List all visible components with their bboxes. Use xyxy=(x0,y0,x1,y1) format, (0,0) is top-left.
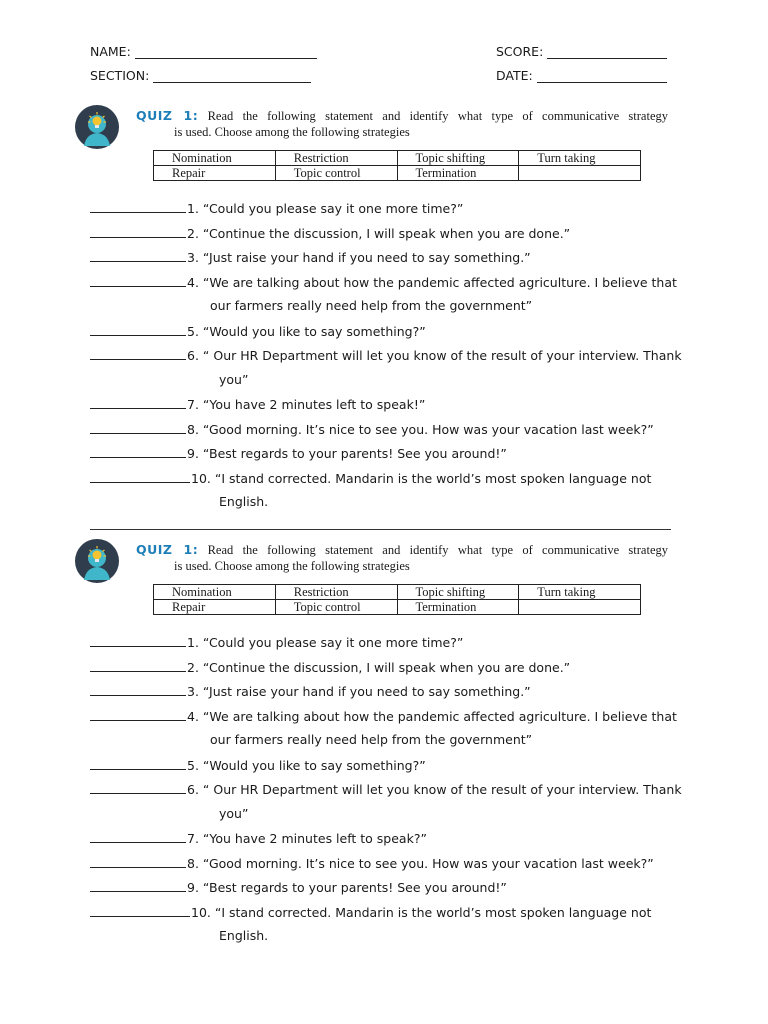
strategy-cell: Restriction xyxy=(275,151,397,166)
quiz-title: QUIZ 1: xyxy=(136,542,199,557)
quiz-block xyxy=(0,104,768,534)
question-text: “I stand corrected. Mandarin is the world’s most spoken language not xyxy=(214,904,652,920)
strategy-cell: Turn taking xyxy=(519,585,641,600)
question-item xyxy=(90,225,570,242)
question-number: 8. xyxy=(187,421,199,437)
question-item xyxy=(90,659,570,676)
question-text: “You have 2 minutes left to speak?” xyxy=(202,831,427,846)
answer-blank[interactable] xyxy=(90,445,186,458)
question-number: 1. xyxy=(187,635,199,650)
strategy-cell: Repair xyxy=(154,166,276,181)
question-item xyxy=(90,879,507,896)
question-text: “Could you please say it one more time?” xyxy=(202,201,464,216)
strategies-row xyxy=(154,585,641,600)
question-number: 3. xyxy=(187,250,199,265)
question-text: “Continue the discussion, I will speak when you are done.” xyxy=(202,225,571,241)
answer-blank[interactable] xyxy=(90,659,186,672)
question-number: 2. xyxy=(187,659,199,675)
answer-blank[interactable] xyxy=(90,274,186,287)
date-input-line[interactable] xyxy=(537,69,667,83)
question-text: “Would you like to say something?” xyxy=(202,323,426,339)
question-number: 10. xyxy=(191,470,211,486)
question-number: 5. xyxy=(187,323,199,339)
question-number: 8. xyxy=(187,855,199,871)
strategies-row xyxy=(154,166,641,181)
question-number: 2. xyxy=(187,225,199,241)
answer-blank[interactable] xyxy=(90,879,186,892)
name-label: NAME: xyxy=(90,44,131,59)
score-label: SCORE: xyxy=(496,44,544,59)
strategy-cell: Turn taking xyxy=(519,151,641,166)
name-input-line[interactable] xyxy=(135,45,317,59)
strategy-cell: Restriction xyxy=(275,585,397,600)
question-text-continued: you” xyxy=(219,805,249,821)
answer-blank[interactable] xyxy=(90,249,186,262)
question-text: “We are talking about how the pandemic affected agriculture. I believe that xyxy=(202,274,677,290)
instruction-line-1: Read the following statement and identify what type of communicative strategy xyxy=(207,543,669,557)
answer-blank[interactable] xyxy=(90,781,186,794)
strategies-table xyxy=(153,150,641,181)
question-item xyxy=(90,634,463,651)
answer-blank[interactable] xyxy=(90,396,186,409)
lightbulb-head-icon xyxy=(74,104,120,150)
answer-blank[interactable] xyxy=(90,200,186,213)
question-text-continued: English. xyxy=(219,494,269,509)
answer-blank[interactable] xyxy=(90,904,190,917)
instruction-line-2: is used. Choose among the following strategies xyxy=(174,559,410,573)
strategy-cell: Topic shifting xyxy=(397,151,519,166)
question-text: “Continue the discussion, I will speak when you are done.” xyxy=(202,659,571,675)
question-text: “Good morning. It’s nice to see you. How was your vacation last week?” xyxy=(202,855,654,871)
question-text-continued: English. xyxy=(219,928,269,943)
instruction-line-1: Read the following statement and identify what type of communicative strategy xyxy=(207,109,669,123)
question-item xyxy=(90,781,682,798)
question-number: 5. xyxy=(187,757,199,773)
strategy-cell xyxy=(519,166,641,181)
name-field xyxy=(90,44,317,59)
strategy-cell: Repair xyxy=(154,600,276,615)
quiz-block xyxy=(0,538,768,968)
strategies-row xyxy=(154,600,641,615)
question-number: 9. xyxy=(187,880,199,895)
instruction-line-2: is used. Choose among the following strategies xyxy=(174,125,410,139)
question-number: 7. xyxy=(187,397,199,412)
question-item xyxy=(90,904,651,921)
lightbulb-head-icon xyxy=(74,538,120,584)
question-text: “You have 2 minutes left to speak!” xyxy=(202,397,426,412)
question-item xyxy=(90,323,426,340)
answer-blank[interactable] xyxy=(90,225,186,238)
quiz-instruction xyxy=(136,542,668,558)
question-text: “We are talking about how the pandemic affected agriculture. I believe that xyxy=(202,708,677,724)
question-number: 3. xyxy=(187,684,199,699)
quiz-instruction xyxy=(136,108,668,124)
section-input-line[interactable] xyxy=(153,69,311,83)
strategy-cell xyxy=(519,600,641,615)
section-field xyxy=(90,68,311,83)
answer-blank[interactable] xyxy=(90,683,186,696)
question-item xyxy=(90,683,531,700)
question-item xyxy=(90,274,677,291)
strategies-table xyxy=(153,584,641,615)
question-item xyxy=(90,708,677,725)
date-field xyxy=(496,68,667,83)
question-number: 6. xyxy=(187,782,199,797)
question-number: 10. xyxy=(191,904,211,920)
question-text-continued: our farmers really need help from the government” xyxy=(210,732,533,747)
question-item xyxy=(90,855,654,872)
question-text: “Could you please say it one more time?” xyxy=(202,635,464,650)
question-text: “Best regards to your parents! See you around!” xyxy=(202,446,507,461)
question-text-continued: you” xyxy=(219,371,249,387)
answer-blank[interactable] xyxy=(90,470,190,483)
question-number: 9. xyxy=(187,446,199,461)
question-text: “ Our HR Department will let you know of the result of your interview. Thank xyxy=(202,782,682,797)
question-text: “Just raise your hand if you need to say something.” xyxy=(202,250,531,265)
section-label: SECTION: xyxy=(90,68,150,83)
question-text-continued: our farmers really need help from the government” xyxy=(210,298,533,313)
answer-blank[interactable] xyxy=(90,855,186,868)
strategy-cell: Nomination xyxy=(154,585,276,600)
answer-blank[interactable] xyxy=(90,421,186,434)
question-item xyxy=(90,421,654,438)
quiz-title: QUIZ 1: xyxy=(136,108,199,123)
question-item xyxy=(90,347,682,364)
question-number: 7. xyxy=(187,831,199,846)
answer-blank[interactable] xyxy=(90,708,186,721)
answer-blank[interactable] xyxy=(90,323,186,336)
section-divider xyxy=(90,529,671,530)
strategy-cell: Termination xyxy=(397,166,519,181)
score-input-line[interactable] xyxy=(547,45,667,59)
question-number: 4. xyxy=(187,274,199,290)
answer-blank[interactable] xyxy=(90,347,186,360)
question-text: “Good morning. It’s nice to see you. How was your vacation last week?” xyxy=(202,421,654,437)
question-text: “Best regards to your parents! See you around!” xyxy=(202,880,507,895)
strategies-row xyxy=(154,151,641,166)
strategy-cell: Termination xyxy=(397,600,519,615)
question-text: “Would you like to say something?” xyxy=(202,757,426,773)
question-number: 4. xyxy=(187,708,199,724)
question-text: “ Our HR Department will let you know of the result of your interview. Thank xyxy=(202,348,682,363)
question-number: 6. xyxy=(187,348,199,363)
date-label: DATE: xyxy=(496,68,533,83)
question-text: “I stand corrected. Mandarin is the world’s most spoken language not xyxy=(214,470,652,486)
question-number: 1. xyxy=(187,201,199,216)
question-item xyxy=(90,470,651,487)
strategy-cell: Topic control xyxy=(275,600,397,615)
question-item xyxy=(90,445,507,462)
answer-blank[interactable] xyxy=(90,634,186,647)
question-item xyxy=(90,757,426,774)
strategy-cell: Topic shifting xyxy=(397,585,519,600)
strategy-cell: Nomination xyxy=(154,151,276,166)
strategy-cell: Topic control xyxy=(275,166,397,181)
answer-blank[interactable] xyxy=(90,830,186,843)
answer-blank[interactable] xyxy=(90,757,186,770)
question-item xyxy=(90,396,425,413)
question-item xyxy=(90,249,531,266)
question-item xyxy=(90,830,427,847)
score-field xyxy=(496,44,667,59)
question-item xyxy=(90,200,463,217)
question-text: “Just raise your hand if you need to say something.” xyxy=(202,684,531,699)
